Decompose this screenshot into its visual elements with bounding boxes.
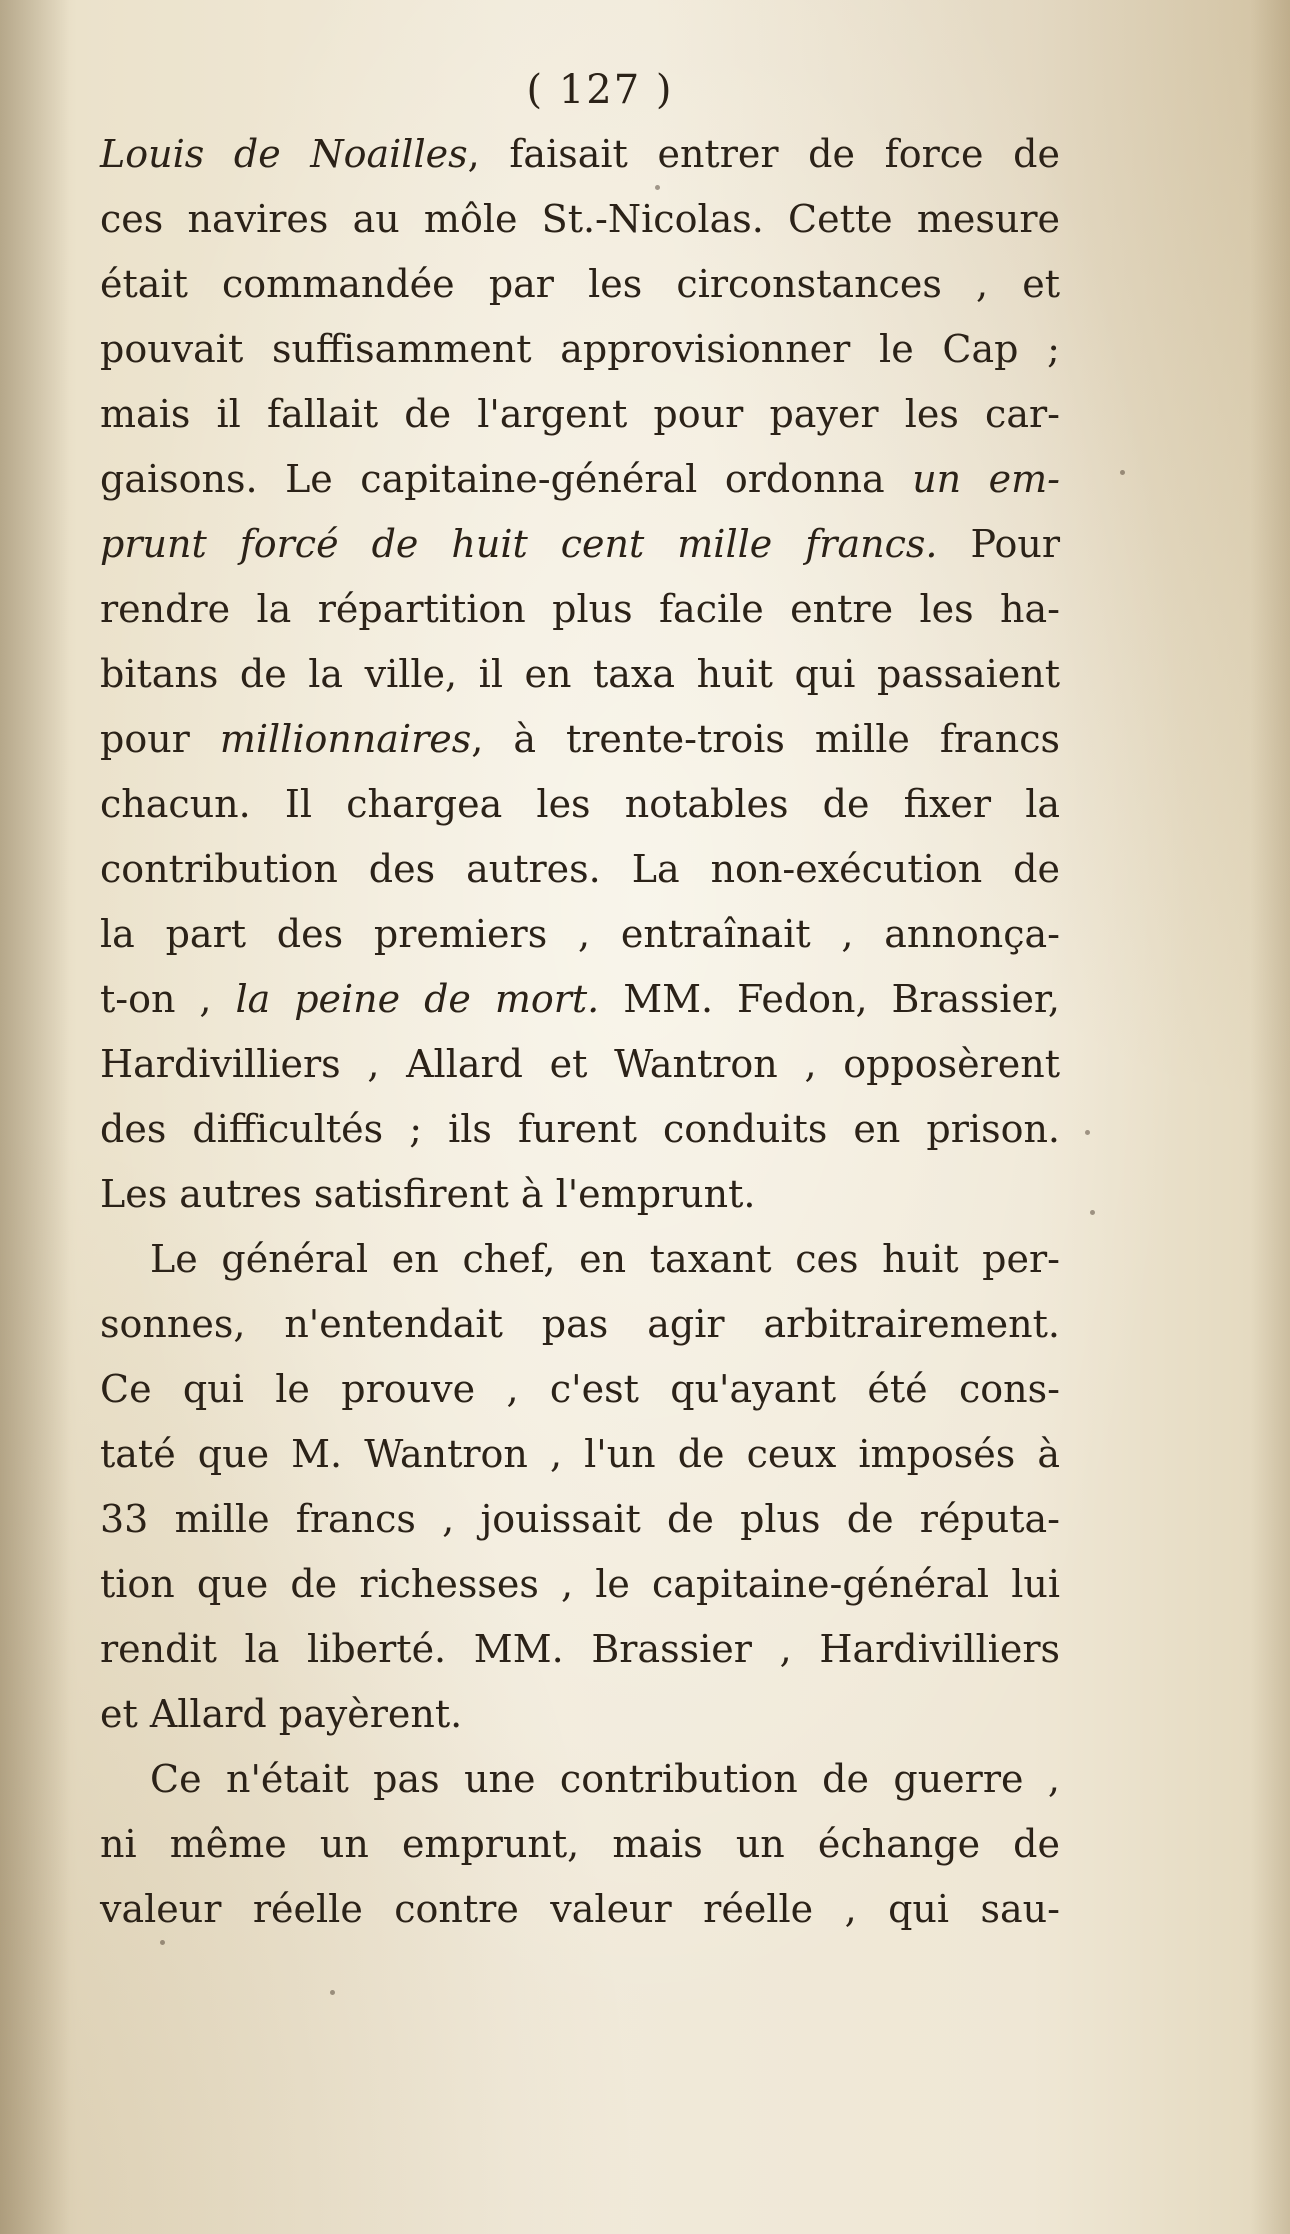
paragraph [100,122,1060,1227]
italic-text: la peine de mort. [235,977,600,1021]
text-line [100,642,1060,707]
text-segment: Les autres satisfirent à l'emprunt. [100,1172,756,1216]
text-segment: mais il fallait de l'argent pour payer les car- [100,392,1060,436]
body-text [100,122,1060,1942]
text-segment: t-on , [100,977,236,1021]
text-line [100,1487,1060,1552]
text-segment: rendit la liberté. MM. Brassier , Hardivilliers [100,1627,1060,1671]
text-segment: rendre la répartition plus facile entre les ha- [100,587,1060,631]
text-line [100,512,1060,577]
ink-speck [655,185,660,190]
paragraph [100,1747,1060,1942]
text-line [100,1682,1060,1747]
text-segment: gaisons. Le capitaine-général ordonna [100,457,913,501]
text-segment: chacun. Il chargea les notables de fixer la [100,782,1060,826]
text-segment: 33 mille francs , jouissait de plus de réputa- [100,1497,1060,1541]
text-line [100,1162,1060,1227]
text-segment: contribution des autres. La non-exécution de [100,847,1060,891]
text-line [100,772,1060,837]
text-line [100,1422,1060,1487]
text-line [100,317,1060,382]
text-line [100,1552,1060,1617]
text-line [100,1812,1060,1877]
text-segment: était commandée par les circonstances , et [100,262,1060,306]
text-segment: et Allard payèrent. [100,1692,463,1736]
text-line [100,837,1060,902]
text-line [100,382,1060,447]
text-segment: Pour [937,522,1060,566]
text-segment: ces navires au môle St.-Nicolas. Cette mesure [100,197,1060,241]
text-line [100,1097,1060,1162]
text-line [100,187,1060,252]
italic-text: prunt forcé de huit cent mille francs. [100,522,938,566]
text-segment: Le général en chef, en taxant ces huit per- [150,1237,1060,1281]
text-segment: valeur réelle contre valeur réelle , qui sau- [100,1887,1060,1931]
text-segment: Hardivilliers , Allard et Wantron , opposèrent [100,1042,1060,1086]
text-segment: taté que M. Wantron , l'un de ceux imposés à [100,1432,1060,1476]
text-line [100,902,1060,967]
text-segment: Ce n'était pas une contribution de guerre , [150,1757,1060,1801]
text-segment: , à trente-trois mille francs [471,717,1061,761]
text-segment: pouvait suffisamment approvisionner le Cap ; [100,327,1060,371]
text-line [100,1292,1060,1357]
page-number: ( 127 ) [526,67,674,113]
italic-text: millionnaires [219,717,472,761]
text-line [100,577,1060,642]
italic-text: Louis de Noailles [100,132,468,176]
page-edge-shadow [1250,0,1290,2234]
text-line [100,1032,1060,1097]
text-line [100,447,1060,512]
text-line [100,1747,1060,1812]
ink-speck [1090,1210,1095,1215]
text-segment: la part des premiers , entraînait , annonça- [100,912,1060,956]
text-line [100,1877,1060,1942]
text-segment: Ce qui le prouve , c'est qu'ayant été cons- [100,1367,1060,1411]
paragraph [100,1227,1060,1747]
text-segment: pour [100,717,220,761]
ink-speck [160,1940,165,1945]
text-segment: ni même un emprunt, mais un échange de [100,1822,1060,1866]
ink-speck [1120,470,1125,475]
text-line [100,122,1060,187]
text-line [100,1357,1060,1422]
text-segment: MM. Fedon, Brassier, [599,977,1060,1021]
text-line [100,967,1060,1032]
text-segment: bitans de la ville, il en taxa huit qui passaient [100,652,1060,696]
text-segment: sonnes, n'entendait pas agir arbitrairement. [100,1302,1060,1346]
text-line [100,252,1060,317]
text-segment: tion que de richesses , le capitaine-général lui [100,1562,1060,1606]
spine-shadow [0,0,70,2234]
italic-text: un em- [912,457,1060,501]
text-line [100,1617,1060,1682]
ink-speck [1085,1130,1090,1135]
text-block [100,60,1060,1942]
ink-speck [330,1990,335,1995]
text-line [100,707,1060,772]
text-line [100,1227,1060,1292]
text-segment: , faisait entrer de force de [467,132,1060,176]
text-segment: des difficultés ; ils furent conduits en prison. [100,1107,1060,1151]
